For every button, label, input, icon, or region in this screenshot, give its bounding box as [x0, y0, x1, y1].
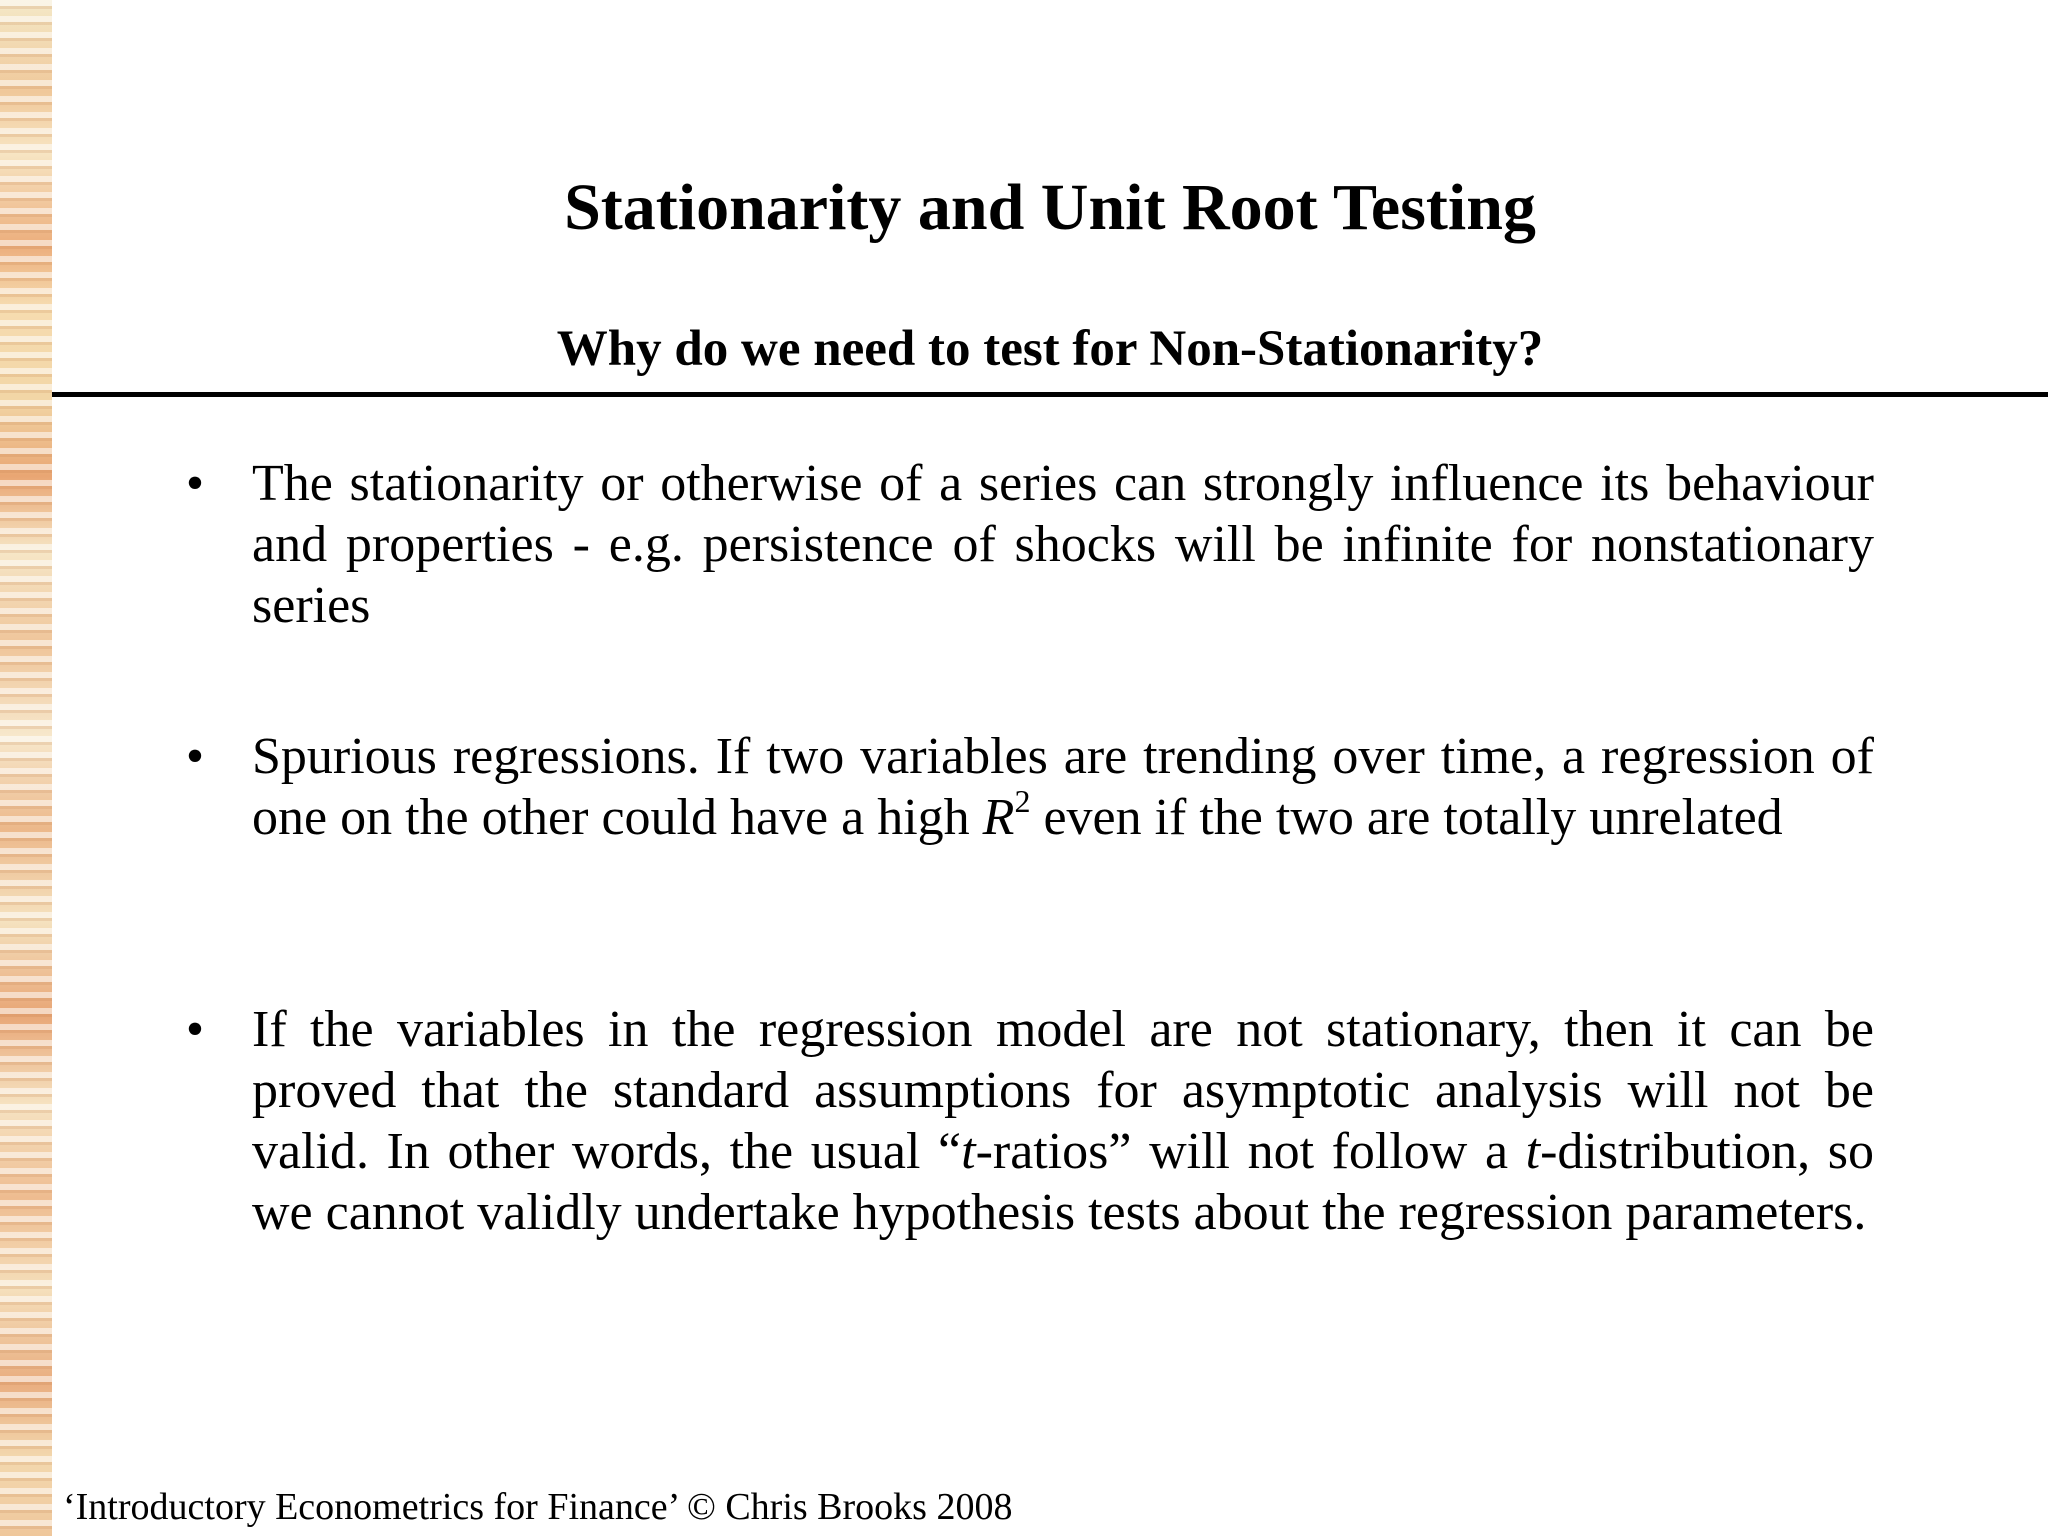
superscript-2: 2: [1014, 783, 1031, 819]
bullet-text-part: -distribution, so we cannot validly undertake hypothesis tests about the regression parameters.: [252, 1123, 1875, 1241]
slide-title: Stationarity and Unit Root Testing: [564, 171, 1536, 244]
bullet-text: [252, 1001, 1874, 1241]
slide-subtitle: Why do we need to test for Non-Stationarity?: [556, 321, 1544, 377]
bullet-marker: •: [185, 728, 205, 785]
slide-footer: ‘Introductory Econometrics for Finance’ © Chris Brooks 2008: [63, 1486, 1013, 1528]
bullet-text-part: If the variables in the regression model are not stationary, then it can be proved that the standard assumptions for asymptotic analysis will not be valid. In other words, the usual “: [252, 1001, 1874, 1180]
t-symbol: t: [1525, 1123, 1541, 1180]
bullet-item-3: [185, 999, 1875, 1243]
divider-line: [52, 392, 2048, 397]
bullet-marker: •: [185, 1001, 205, 1058]
bullet-marker: •: [185, 455, 205, 512]
bullet-text-part: Spurious regressions. If two variables are trending over time, a regression of one on the other could have a high: [252, 728, 1874, 846]
t-symbol: t: [961, 1123, 976, 1180]
bullet-text-part: -ratios” will not follow a: [975, 1123, 1526, 1180]
bullet-text: [252, 728, 1874, 846]
bullet-text-part: even if the two are totally unrelated: [1030, 789, 1783, 846]
decorative-side-strip: [0, 0, 52, 1536]
bullet-item-1: [185, 453, 1874, 636]
bullet-text: The stationarity or otherwise of a series can strongly influence its behaviour and properties - e.g. persistence of shocks will be infinite for nonstationary series: [252, 455, 1874, 634]
bullet-item-2: [185, 726, 1874, 848]
r-squared-symbol: R: [982, 789, 1015, 846]
